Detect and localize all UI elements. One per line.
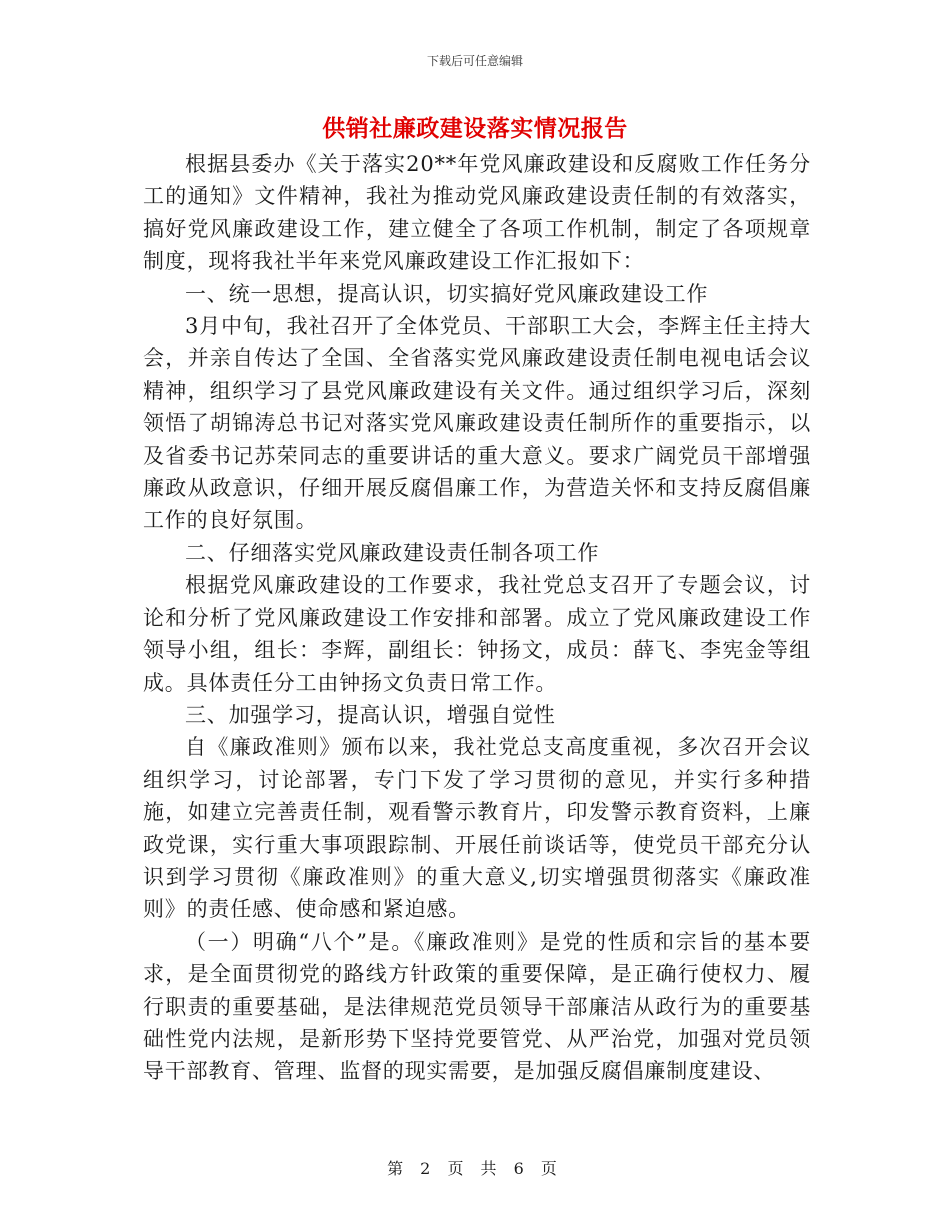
- section-2-paragraph: 根据党风廉政建设的工作要求，我社党总支召开了专题会议，讨论和分析了党风廉政建设工作安排和部署。成立了党风廉政建设工作领导小组，组长：李辉，副组长：钟扬文，成员：薛飞、李宪金等组成。具体责任分工由钟扬文负责日常工作。: [143, 573, 811, 695]
- section-3-paragraph: 自《廉政准则》颁布以来，我社党总支高度重视，多次召开会议组织学习，讨论部署，专门下发了学习贯彻的意见，并实行多种措施，如建立完善责任制，观看警示教育片，印发警示教育资料，上廉政党课，实行重大事项跟踪制、开展任前谈话等，使党员干部充分认识到学习贯彻《廉政准则》的重大意义,切实增强贯彻落实《廉政准则》的责任感、使命感和紧迫感。: [143, 735, 811, 922]
- section-heading-2: 二、仔细落实党风廉政建设责任制各项工作: [185, 540, 600, 565]
- document-body: [143, 148, 811, 1088]
- page-number: 第 2 页 共 6 页: [387, 1159, 563, 1178]
- section-heading-1: 一、统一思想，提高认识，切实搞好党风廉政建设工作: [185, 281, 709, 306]
- section-1-paragraph: 3月中旬，我社召开了全体党员、干部职工大会，李辉主任主持大会，并亲自传达了全国、全省落实党风廉政建设责任制电视电话会议精神，组织学习了县党风廉政建设有关文件。通过组织学习后，深刻领悟了胡锦涛总书记对落实党风廉政建设责任制所作的重要指示，以及省委书记苏荣同志的重要讲话的重大意义。要求广阔党员干部增强廉政从政意识，仔细开展反腐倡廉工作，为营造关怀和支持反腐倡廉工作的良好氛围。: [143, 314, 811, 533]
- intro-paragraph: 根据县委办《关于落实20**年党风廉政建设和反腐败工作任务分工的通知》文件精神，我社为推动党风廉政建设责任制的有效落实，搞好党风廉政建设工作，建立健全了各项工作机制，制定了各项规章制度，现将我社半年来党风廉政建设工作汇报如下：: [143, 152, 811, 274]
- subsection-1-paragraph: （一）明确“八个”是。《廉政准则》是党的性质和宗旨的基本要求，是全面贯彻党的路线方针政策的重要保障，是正确行使权力、履行职责的重要基础，是法律规范党员领导干部廉洁从政行为的重要基础性党内法规，是新形势下坚持党要管党、从严治党，加强对党员领导干部教育、管理、监督的现实需要，是加强反腐倡廉制度建设、: [143, 929, 811, 1084]
- section-heading-3: 三、加强学习，提高认识，增强自觉性: [185, 702, 556, 727]
- page-header-note: 下载后可任意编辑: [426, 54, 523, 68]
- document-title: 供销社廉政建设落实情况报告: [322, 115, 628, 142]
